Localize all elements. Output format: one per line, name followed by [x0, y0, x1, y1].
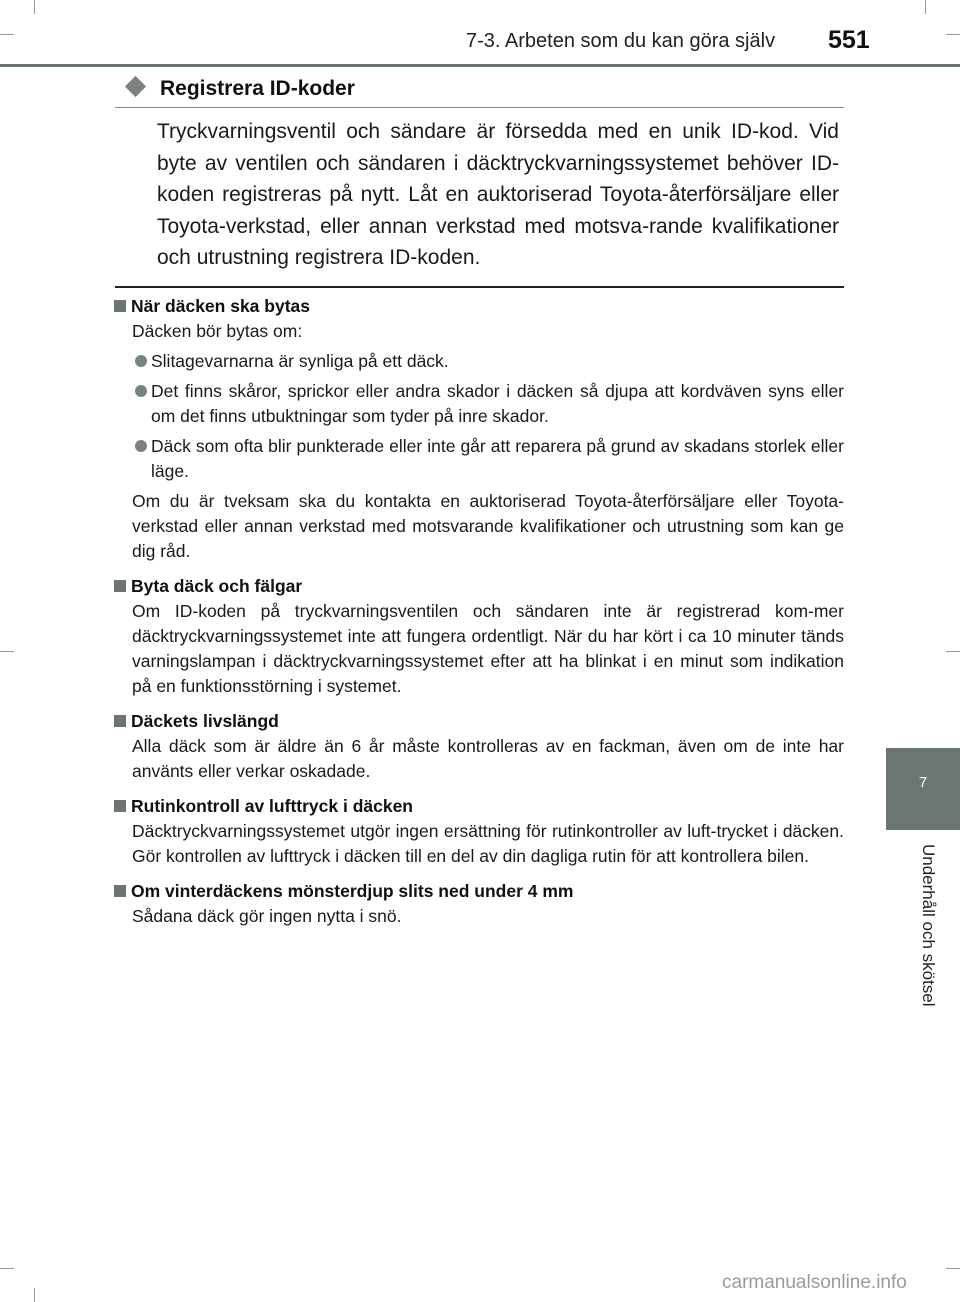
- crop-mark: [0, 34, 14, 35]
- chapter-tab: [886, 748, 960, 830]
- note-text: Om du är tveksam ska du kontakta en auktoriserad Toyota-återförsäljare eller Toyota-verkstad eller annan verkstad med motsvarande kvalifikationer och utrustning som kan ge dig råd.: [132, 491, 844, 561]
- note-heading: [113, 794, 844, 819]
- note-heading-text: Om vinterdäckens mönsterdjup slits ned under 4 mm: [131, 881, 574, 901]
- square-bullet-icon: [114, 800, 126, 812]
- note-heading-text: Byta däck och fälgar: [131, 576, 303, 596]
- chapter-tab-number: 7: [918, 774, 928, 791]
- note-heading-text: När däcken ska bytas: [131, 296, 310, 316]
- watermark: carmanualsonline.info: [722, 1272, 907, 1293]
- list-item: [113, 379, 844, 429]
- crop-mark: [0, 651, 14, 652]
- square-bullet-icon: [114, 715, 126, 727]
- circle-bullet-icon: [135, 440, 147, 452]
- notes-content: [113, 294, 844, 929]
- square-bullet-icon: [114, 580, 126, 592]
- note-text: Sådana däck gör ingen nytta i snö.: [132, 906, 402, 926]
- list-item-text: Det finns skåror, sprickor eller andra skador i däcken så djupa att kordväven syns eller om det finns utbuktningar som tyder på inre skador.: [151, 381, 844, 426]
- crop-mark: [34, 1288, 35, 1302]
- title-divider: [115, 107, 844, 108]
- list-item: [113, 349, 844, 374]
- note-text: Däcktryckvarningssystemet utgör ingen ersättning för rutinkontroller av luft-trycket i däcken. Gör kontrollen av lufttryck i däcken till en del av din dagliga rutin för att kontrollera bilen.: [132, 821, 844, 866]
- note-heading: [113, 574, 844, 599]
- note-text: Om ID-koden på tryckvarningsventilen och sändaren inte är registrerad kom-mer däcktryckvarningssystemet inte att fungera ordentligt. När du har kört i ca 10 minuter tänds varningslampan i däcktryckvarningssystemet efter att ha blinkat i en minut som indikation på en funktionsstörning i systemet.: [132, 601, 844, 696]
- list-item: [113, 434, 844, 484]
- square-bullet-icon: [114, 885, 126, 897]
- crop-mark: [946, 1268, 960, 1269]
- crop-mark: [946, 651, 960, 652]
- crop-mark: [0, 1268, 14, 1269]
- note-heading-text: Rutinkontroll av lufttryck i däcken: [131, 796, 413, 816]
- chapter-header: 7-3. Arbeten som du kan göra själv: [466, 30, 776, 52]
- header-rule: [0, 64, 960, 67]
- note-heading-text: Däckets livslängd: [131, 711, 279, 731]
- page-number: 551: [828, 26, 870, 54]
- circle-bullet-icon: [135, 385, 147, 397]
- note-heading: [113, 879, 844, 904]
- circle-bullet-icon: [135, 355, 147, 367]
- list-item-text: Däck som ofta blir punkterade eller inte går att reparera på grund av skadans storlek eller läge.: [151, 436, 844, 481]
- crop-mark: [946, 34, 960, 35]
- list-item-text: Slitagevarnarna är synliga på ett däck.: [151, 351, 449, 371]
- section-paragraph: Tryckvarningsventil och sändare är försedda med en unik ID-kod. Vid byte av ventilen och sändaren i däcktryckvarningssystemet behöver ID-koden registreras på nytt. Låt en auktoriserad Toyota-återförsäljare eller Toyota-verkstad, eller annan verkstad med motsva-rande kvalifikationer och utrustning registrera ID-koden.: [157, 120, 839, 269]
- chapter-tab-label: Underhåll och skötsel: [919, 844, 938, 1007]
- note-text: Däcken bör bytas om:: [132, 321, 303, 341]
- crop-mark: [34, 0, 35, 14]
- section-divider: [115, 286, 844, 288]
- note-text: Alla däck som är äldre än 6 år måste kontrolleras av en fackman, även om de inte har använts eller verkar oskadade.: [132, 736, 844, 781]
- note-heading: [113, 294, 844, 319]
- note-heading: [113, 709, 844, 734]
- crop-mark: [925, 0, 926, 14]
- square-bullet-icon: [114, 300, 126, 312]
- diamond-icon: [125, 76, 146, 97]
- section-title-text: Registrera ID-koder: [160, 77, 355, 100]
